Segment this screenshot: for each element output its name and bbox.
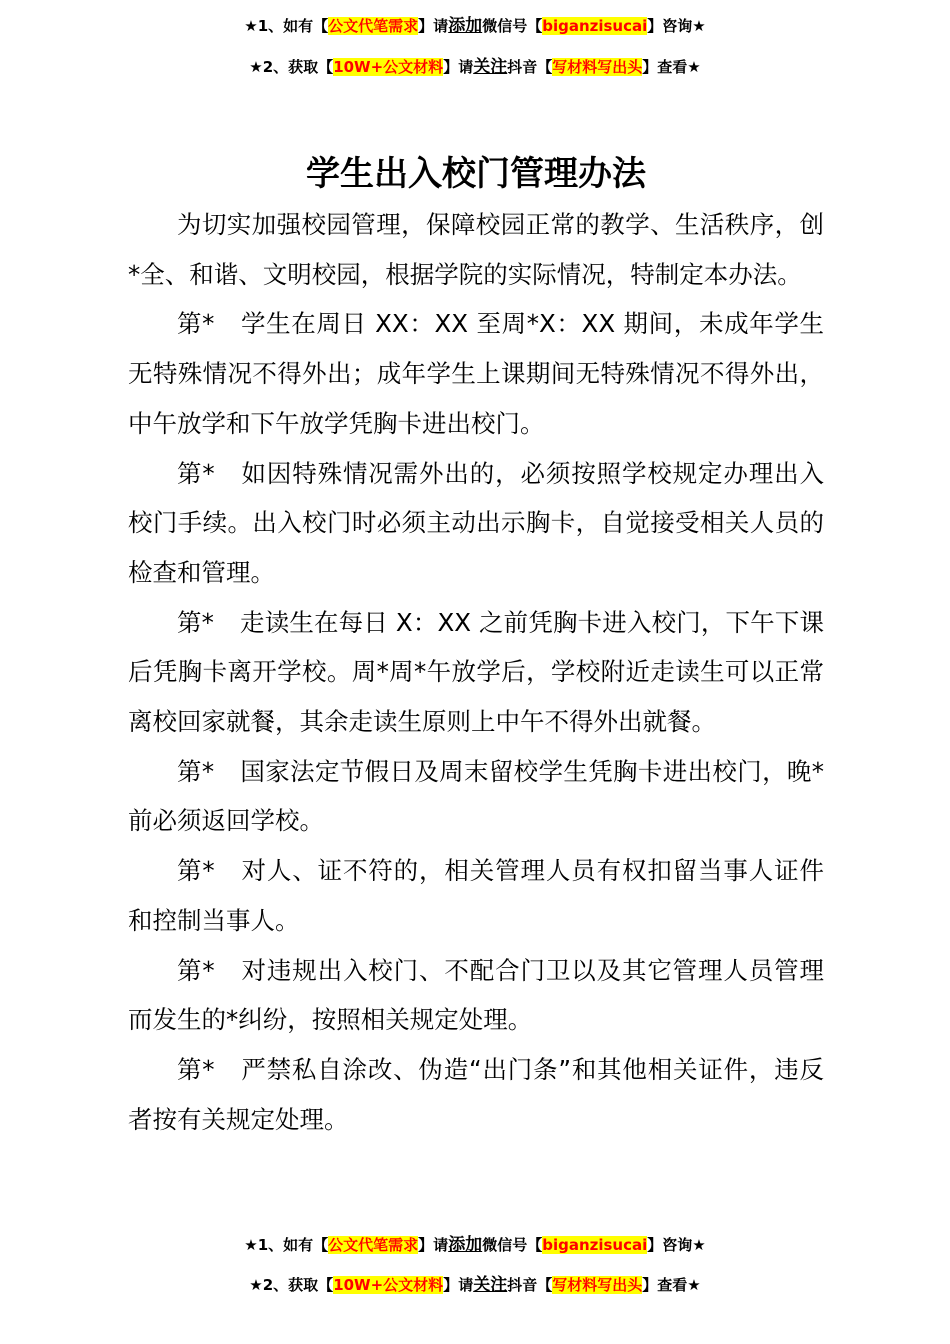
banner-highlight-douyin-id: 写材料写出头 <box>552 1276 643 1294</box>
article-paragraph <box>128 846 824 945</box>
banner-highlight: 公文代笔需求 <box>328 1236 419 1254</box>
article-label: 第* <box>177 458 215 488</box>
article-paragraph <box>128 747 824 846</box>
article-text: 如因特殊情况需外出的，必须按照学校规定办理出入校门手续。出入校门时必须主动出示胸卡，自觉接受相关人员的检查和管理。 <box>128 458 825 587</box>
article-label: 第* <box>177 955 215 985</box>
banner-text: 】咨询★ <box>647 17 706 35</box>
banner-highlight-wechat-id: biganzisucai <box>542 1236 648 1254</box>
article-paragraph <box>128 299 824 448</box>
banner-highlight: 10W+公文材料 <box>333 58 444 76</box>
banner-highlight-douyin-id: 写材料写出头 <box>552 58 643 76</box>
banner-highlight: 公文代笔需求 <box>328 17 419 35</box>
banner-text: 微信号【 <box>482 1236 543 1254</box>
article-text: 对人、证不符的，相关管理人员有权扣留当事人证件和控制当事人。 <box>128 856 825 935</box>
banner-underline: 添加 <box>448 16 483 36</box>
promo-banner-bottom-line-1 <box>0 1235 950 1255</box>
article-label: 第* <box>177 309 215 339</box>
banner-highlight: 10W+公文材料 <box>333 1276 444 1294</box>
banner-underline: 关注 <box>473 1275 508 1295</box>
article-text: 走读生在每日 X：XX 之前凭胸卡进入校门，下午下课后凭胸卡离开学校。周*周*午放学后，学校附近走读生可以正常离校回家就餐，其余走读生原则上中午不得外出就餐。 <box>128 607 824 737</box>
banner-highlight-wechat-id: biganzisucai <box>542 17 648 35</box>
banner-text: 抖音【 <box>507 58 553 76</box>
banner-text: 】查看★ <box>642 1276 701 1294</box>
banner-text: 】请 <box>418 1236 449 1254</box>
banner-text: ★2、获取【 <box>249 58 334 76</box>
article-list <box>128 299 824 1144</box>
document-title: 学生出入校门管理办法 <box>306 154 646 194</box>
banner-text: 】请 <box>443 58 474 76</box>
banner-text: 】请 <box>418 17 449 35</box>
banner-text: ★1、如有【 <box>244 17 329 35</box>
article-text: 学生在周日 XX：XX 至周*X：XX 期间，未成年学生无特殊情况不得外出；成年学生上课期间无特殊情况不得外出，中午放学和下午放学凭胸卡进出校门。 <box>128 309 824 438</box>
document-body <box>128 150 824 1144</box>
promo-banner-bottom-line-2 <box>0 1275 950 1295</box>
banner-text: 】请 <box>443 1276 474 1294</box>
banner-text: 抖音【 <box>507 1276 553 1294</box>
promo-banner-top-line-1 <box>0 16 950 36</box>
article-text: 国家法定节假日及周末留校学生凭胸卡进出校门，晚*前必须返回学校。 <box>128 756 825 836</box>
banner-text: 】咨询★ <box>647 1236 706 1254</box>
banner-text: ★1、如有【 <box>244 1236 329 1254</box>
article-text: 对违规出入校门、不配合门卫以及其它管理人员管理而发生的*纠纷，按照相关规定处理。 <box>128 955 825 1035</box>
article-text: 严禁私自涂改、伪造“出门条”和其他相关证件，违反者按有关规定处理。 <box>128 1054 824 1134</box>
banner-underline: 关注 <box>473 57 508 77</box>
banner-text: 】查看★ <box>642 58 701 76</box>
article-paragraph <box>128 946 824 1045</box>
article-paragraph <box>128 1045 824 1144</box>
banner-text: 微信号【 <box>482 17 543 35</box>
banner-text: ★2、获取【 <box>249 1276 334 1294</box>
article-label: 第* <box>177 856 215 886</box>
article-paragraph <box>128 598 824 747</box>
intro-paragraph: 为切实加强校园管理，保障校园正常的教学、生活秩序，创*全、和谐、文明校园，根据学院的实际情况，特制定本办法。 <box>128 210 824 289</box>
article-paragraph <box>128 449 824 598</box>
article-label: 第* <box>177 1054 215 1084</box>
banner-underline: 添加 <box>448 1235 483 1255</box>
promo-banner-top-line-2 <box>0 57 950 77</box>
article-label: 第* <box>177 607 214 637</box>
article-label: 第* <box>177 756 215 786</box>
